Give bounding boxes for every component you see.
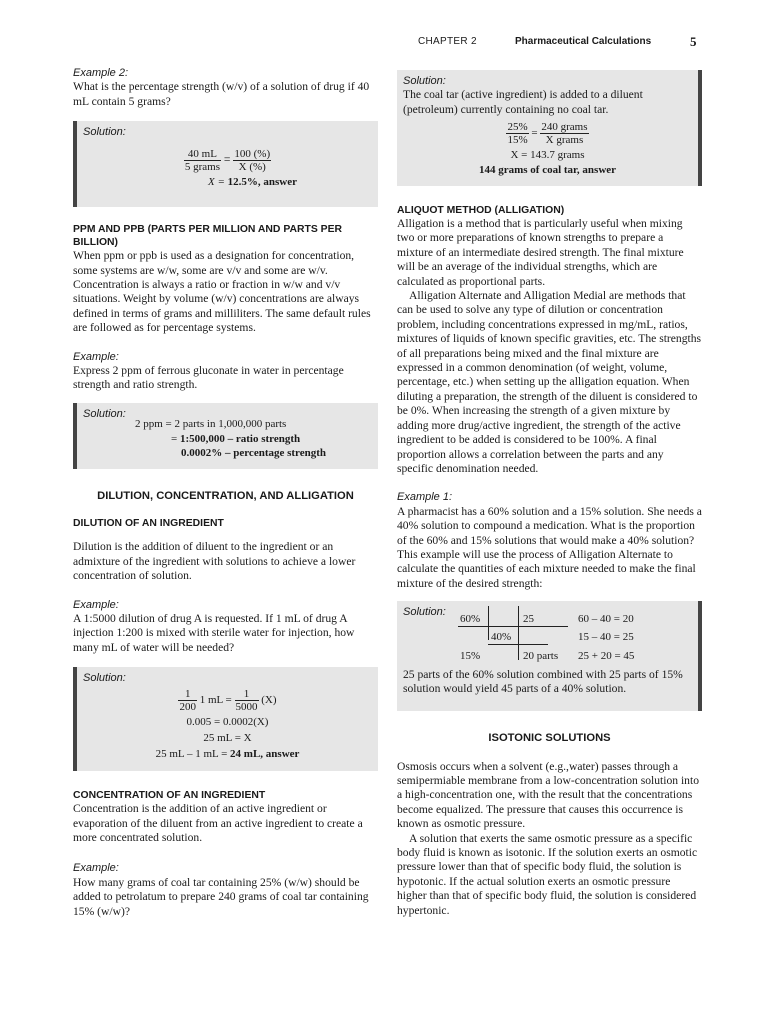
- body-paragraph: When ppm or ppb is used as a designation for concentration, some systems are w/w, some are v/v and some are w/v. Concentration is always a ratio or fraction in w/w and v/v situations. Weight by volume (w/v) concentrations are always defined in terms of grams and milliliters. The same default rules are followed as for percentage systems.: [73, 249, 371, 335]
- left-column: [73, 66, 378, 919]
- subsection-heading: CONCENTRATION OF AN INGREDIENT: [73, 790, 266, 802]
- example-text: What is the percentage strength (w/v) of a solution of drug if 40 mL contain 5 grams?: [73, 80, 370, 108]
- section-heading: ALIQUOT METHOD (ALLIGATION): [397, 205, 565, 216]
- example-text: How many grams of coal tar containing 25% (w/w) should be added to petrolatum to prepare 240 grams of coal tar containing 15% (w/w)?: [73, 875, 369, 918]
- answer-line: X = 12.5%, answer: [207, 175, 297, 188]
- page-header: [0, 36, 768, 52]
- solution-lines: 2 ppm = 2 parts in 1,000,000 parts = 1:500,000 – ratio strength 0.0002% – percentage strength: [135, 418, 327, 460]
- solution-label: Solution:: [83, 407, 126, 420]
- fraction: $\frac{40 mL}{\text{5 grams}}$: [184, 147, 221, 173]
- solution-label: Solution:: [83, 126, 126, 139]
- fraction: $\frac{100 (\%)}{X (\%)}$: [234, 147, 271, 173]
- example-label: Example:: [73, 598, 119, 611]
- solution-box: [73, 403, 378, 469]
- solution-label: Solution:: [403, 606, 446, 619]
- equation: $\frac{1}{200}$ 1 mL = $\frac{1}{5000}$ (X): [179, 687, 277, 713]
- answer-line: 25 mL – 1 mL = 24 mL, answer: [155, 748, 300, 761]
- body-paragraph: Alligation Alternate and Alligation Medial are methods that can be used to solve any type of dilution or concentration problem, including concentrations expressed in mg/mL, ratios, mixtures of liquids of known specific gravities, etc. The strengths of all preparations being mixed and the final mixture are expressed in a common denomination (of weight, volume, percentage, etc.) when setting up the alligation equation. When diluting a preparation, the strength of the diluent is considered to be 0%. When increasing the strength of a given mixture by adding more drug/active ingredient, the strength of the active ingredient to be added is considered to be 100%. A final proportion allows a correlation between the parts and any specific denomination needed.: [397, 289, 702, 475]
- example-label: Example 2:: [73, 67, 129, 79]
- section-heading: ISOTONIC SOLUTIONS: [488, 732, 611, 745]
- right-column: [397, 70, 702, 918]
- solution-label: Solution:: [403, 75, 446, 87]
- equation: $\frac{40 mL}{\text{5 grams}}$ = $\frac{100 (\%)}{X (\%)}$: [184, 147, 271, 173]
- answer-line: 144 grams of coal tar, answer: [478, 163, 617, 176]
- example-label: Example:: [73, 862, 119, 875]
- solution-text: The coal tar (active ingredient) is added to a diluent (petroleum) currently containing no coal tar.: [403, 88, 643, 116]
- solution-box: [397, 601, 702, 711]
- solution-box: [73, 667, 378, 771]
- body-paragraph: Alligation is a method that is particularly useful when mixing two or more preparations of known strengths to prepare a mixture of an intermediate desired strength. The final mixture will be an average of the individual strengths, which are calculated as proportional parts.: [397, 217, 684, 288]
- alligation-grid: 60% 25 60 – 40 = 20 40% 15 – 40 = 25 15% 20 parts 25 + 20 = 45: [403, 606, 692, 680]
- example-text: A 1:5000 dilution of drug A is requested. If 1 mL of drug A injection 1:200 is mixed with sterile water for injection, how many mL of water will be needed?: [73, 611, 355, 654]
- solution-box: [397, 70, 702, 186]
- example-text: A pharmacist has a 60% solution and a 15% solution. She needs a 40% solution to compound a medication. What is the proportion of the 60% and 15% solutions that would make a 40% solution? This example will use the process of Alligation Alternate to calculate the quantities of each mixture needed to make the final mixture of the desired strength:: [397, 504, 702, 590]
- page-number: 5: [690, 34, 697, 49]
- example-text: Express 2 ppm of ferrous gluconate in water in percentage strength and ratio strength.: [73, 364, 344, 392]
- subsection-heading: DILUTION OF AN INGREDIENT: [73, 518, 224, 530]
- example-label: Example:: [73, 350, 119, 363]
- example-label: Example 1:: [397, 491, 453, 504]
- solution-label: Solution:: [83, 672, 126, 685]
- equation-line: 25 mL = X: [203, 731, 252, 744]
- equation: $\frac{25\%}{15\%}$ = $\frac{\text{240 grams}}{\text{X grams}}$: [507, 121, 588, 147]
- body-paragraph: Concentration is the addition of an active ingredient or evaporation of the diluent from an active ingredient to create a more concentrated solution.: [73, 802, 363, 844]
- solution-text: 25 parts of the 60% solution combined with 25 parts of 15% solution would yield 45 parts of a 40% solution.: [403, 667, 683, 695]
- equation-line: 0.005 = 0.0002(X): [186, 715, 269, 728]
- body-paragraph: A solution that exerts the same osmotic pressure as a specific body fluid is known as isotonic. If the solution exerts an osmotic pressure lower than that of specific body fluid, the solution is hypotonic. If the actual solution exerts an osmotic pressure higher than that of specific body fluid, the solution is considered hypertonic.: [397, 831, 698, 917]
- body-paragraph: Dilution is the addition of diluent to the ingredient or an admixture of the ingredient with solutions to achieve a lower concentration of solution.: [73, 540, 356, 583]
- running-title: Pharmaceutical Calculations: [515, 36, 652, 47]
- solution-box: [73, 121, 378, 207]
- equation-line: X = 143.7 grams: [510, 149, 585, 162]
- section-heading: DILUTION, CONCENTRATION, AND ALLIGATION: [97, 489, 354, 502]
- body-paragraph: Osmosis occurs when a solvent (e.g.,water) passes through a semipermiable membrane from a low-concentration solution into a high-concentration one, with the result that the concentrations become equalized. The pressure that causes this occurrence is known as osmotic pressure.: [397, 759, 699, 831]
- chapter-label: CHAPTER 2: [418, 36, 477, 47]
- section-heading: PPM AND PPB (PARTS PER MILLION AND PARTS PER BILLION): [73, 224, 343, 249]
